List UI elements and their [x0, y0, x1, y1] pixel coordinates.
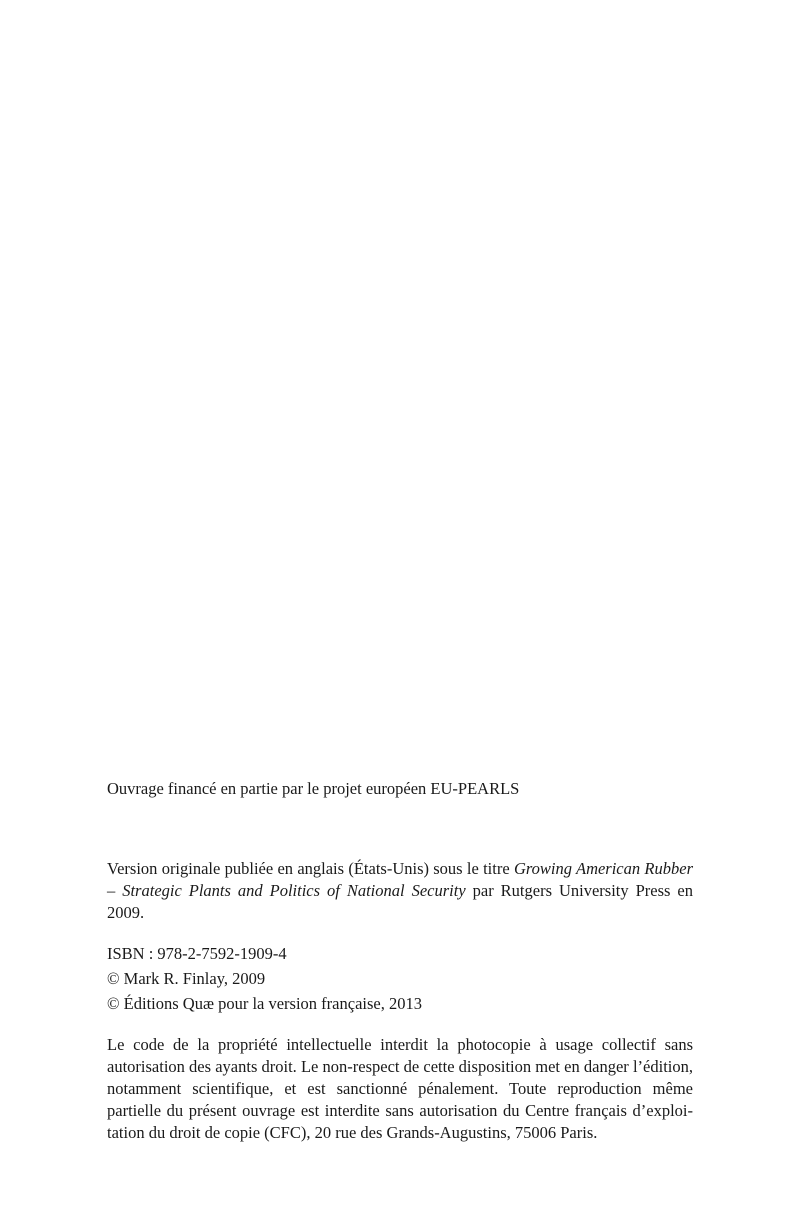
- rights-block: [107, 941, 693, 1016]
- isbn: ISBN : 978-2-7592-1909-4: [107, 944, 287, 963]
- copyright-author: © Mark R. Finlay, 2009: [107, 969, 266, 988]
- original-version-prefix: Version originale publiée en anglais (États-Unis) sous le titre: [107, 859, 514, 878]
- original-book-title: Growing American Rubber – Strategic Plants and Politics of National Security: [107, 859, 693, 900]
- funding-note: Ouvrage financé en partie par le projet européen EU-PEARLS: [107, 779, 520, 798]
- copyright-publisher: © Éditions Quæ pour la version française, 2013: [107, 994, 422, 1013]
- legal-notice: Le code de la propriété intellectuelle interdit la photocopie à usage collectif sans autorisation des ayants droit. Le non-respect de cette disposition met en danger l’édition, notamment scientifique, et est sanctionné pénalement. Toute reproduction même partielle du présent ouvrage est interdite sans autorisation du Centre français d’exploitation du droit de copie (CFC), 20 rue des Grands-Augustins, 75006 Paris.: [107, 1035, 693, 1142]
- original-version-suffix: par Rutgers University Press en 2009.: [107, 881, 693, 922]
- original-version-note: [107, 858, 693, 924]
